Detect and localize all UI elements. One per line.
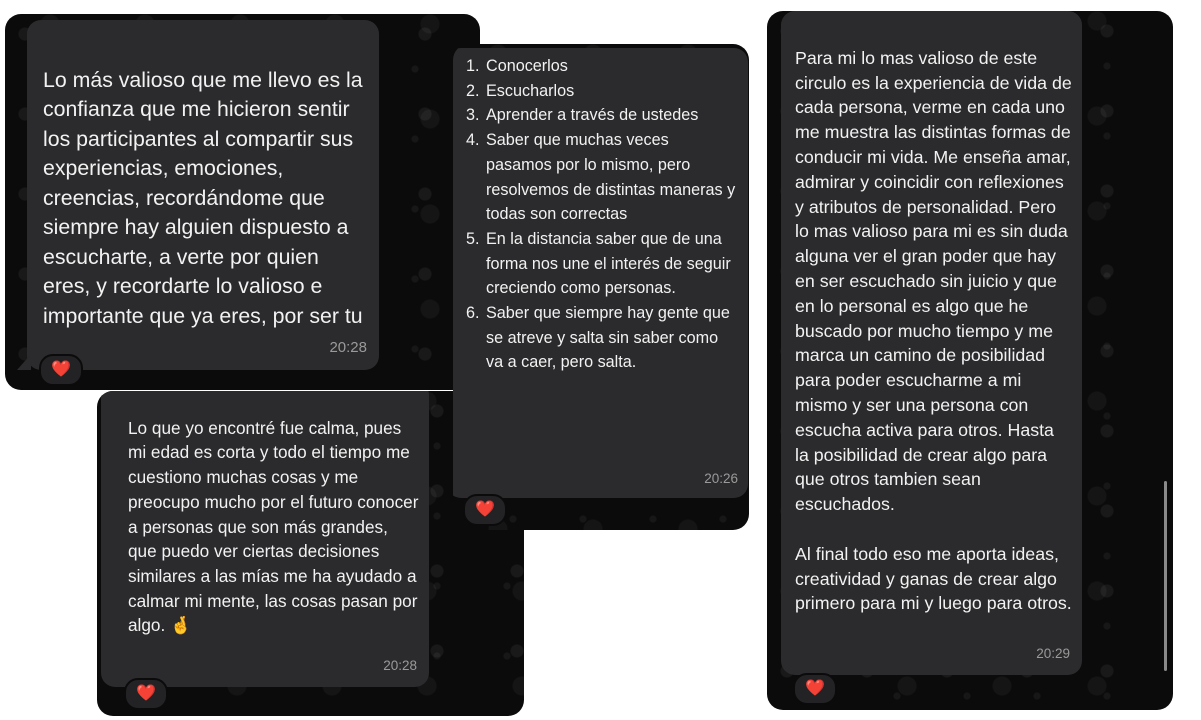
heart-icon: ❤️ xyxy=(51,361,71,378)
list-item: 2. Escucharlos xyxy=(466,81,575,100)
heart-reaction[interactable] xyxy=(463,494,507,526)
list-item: 4. Saber que muchas veces pasamos por lo mismo, pero resolvemos de distintas maneras y todas son correctas xyxy=(466,131,736,224)
message-text: Para mi lo mas valioso de este circulo es la experiencia de vida de cada persona, verme en cada uno me muestra las distintas formas de conducir mi vida. Me enseña amar, admirar y coincidir con reflexiones y atributos de personalidad. Pero lo mas valioso para mi es sin duda alguna ver el gran poder que hay en ser escuchado sin juicio y que en lo personal es algo que he buscado por mucho tiempo y me marca un camino de posibilidad para poder escucharme a mi mismo y ser una persona con escucha activa para otros. Hasta la posibilidad de crear algo para que otros tambien sean escuchados. Al final todo eso me aporta ideas, creatividad y ganas de crear algo primero para mi y luego para otros. xyxy=(795,47,1072,614)
list-item: 1. Conocerlos xyxy=(466,57,568,75)
list-item: 6. Saber que siempre hay gente que se atreve y salta sin saber como va a caer, pero salta. xyxy=(466,304,730,372)
list-item: 5. En la distancia saber que de una forma nos une el interés de seguir creciendo como personas. xyxy=(466,229,731,298)
message-bubble[interactable] xyxy=(101,391,429,687)
heart-reaction[interactable] xyxy=(39,354,83,386)
message-bubble[interactable] xyxy=(781,11,1082,675)
scrollbar[interactable] xyxy=(1164,481,1167,671)
chat-screenshot-1 xyxy=(5,14,480,390)
chat-screenshot-3 xyxy=(453,44,749,530)
message-timestamp: 20:26 xyxy=(704,471,738,487)
message-bubble[interactable] xyxy=(453,48,748,498)
heart-reaction[interactable] xyxy=(793,673,837,705)
message-timestamp: 20:28 xyxy=(329,338,367,356)
message-text: Lo más valioso que me llevo es la confianza que me hicieron sentir los participantes al compartir sus experiencias, emociones, creencias, recordándome que siempre hay alguien dispuesto a escucharte, a verte por quien eres, y recordarte lo valioso e importante que ya eres, por ser tu xyxy=(43,67,363,328)
message-text: Lo que yo encontré fue calma, pues mi edad es corta y todo el tiempo me cuestiono muchas cosas y me preocupo mucho por el futuro conocer a personas que son más grandes, que puedo ver ciertas decisiones similares a las mías me ha ayudado a calmar mi mente, las cosas pasan por algo. 🤞 xyxy=(128,417,419,636)
chat-screenshot-4 xyxy=(767,11,1173,710)
message-timestamp: 20:29 xyxy=(1036,646,1070,662)
message-timestamp: 20:28 xyxy=(383,658,417,674)
heart-reaction[interactable] xyxy=(124,678,168,710)
bubble-tail xyxy=(17,354,31,370)
heart-icon: ❤️ xyxy=(136,685,156,702)
list-item: 3. Aprender a través de ustedes xyxy=(466,106,699,125)
heart-icon: ❤️ xyxy=(475,501,495,518)
heart-icon: ❤️ xyxy=(805,680,825,697)
message-bubble[interactable] xyxy=(27,20,379,370)
message-list xyxy=(466,54,738,375)
